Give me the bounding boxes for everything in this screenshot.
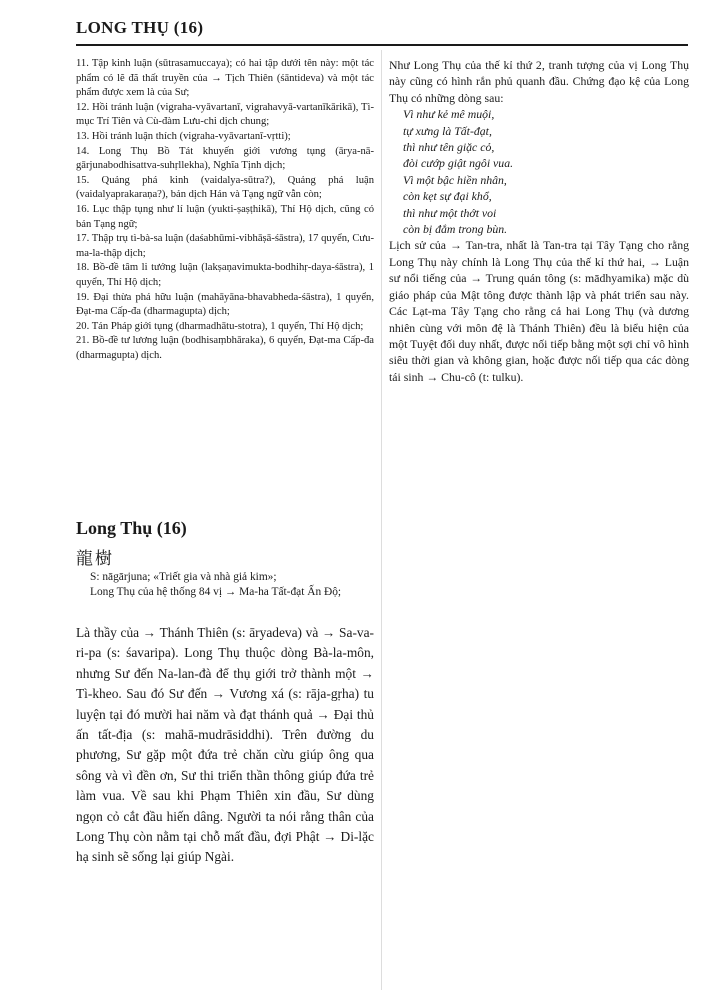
works-list xyxy=(76,57,374,363)
list-item: 14. Long Thụ Bồ Tát khuyến giới vương tụng (ārya-nā-gārjunabodhisattva-suhṛllekha), Nghĩa Tịnh dịch; xyxy=(76,145,374,172)
verse-line: Vì một bậc hiền nhân, xyxy=(403,172,507,187)
verse-line: thì như tên giặc cỏ, xyxy=(403,140,495,155)
entry-chinese-title: 龍樹 xyxy=(76,549,114,568)
list-item: 18. Bồ-đề tâm li tướng luận (lakṣaṇavimukta-bodhihṛ-daya-śāstra), 1 quyển, Thí Hộ dịch; xyxy=(76,262,374,288)
verse-line: tự xưng là Tất-đạt, xyxy=(403,123,492,138)
column-divider xyxy=(381,50,382,990)
page-header xyxy=(76,18,688,38)
list-item: 15. Quảng phá kinh (vaidalya-sūtra?), Quảng phá luận (vaidalyaprakaraṇa?), bản dịch Hán và Tạng ngữ vẫn còn; xyxy=(76,174,374,201)
entry-system-line: Long Thụ của hệ thống 84 vị → Ma-ha Tất-đạt Ấn Độ; xyxy=(90,586,342,598)
header-rule xyxy=(76,44,688,46)
list-item: 13. Hồi tránh luận thích (vigraha-vyāvartanī-vṛtti); xyxy=(76,130,291,142)
running-header-title: LONG THỤ (16) xyxy=(76,18,204,37)
entry-sanskrit-line: S: nāgārjuna; «Triết gia và nhà giả kim»; xyxy=(90,571,277,583)
right-outro-text: Lịch sử của → Tan-tra, nhất là Tan-tra tại Tây Tạng cho rằng Long Thụ này chính là Long Thụ của thế kỉ thứ hai, → Luận sư nổi tiếng của → Trung quán tông (s: mādhyamika) mặc dù giáo pháp của Mật tông được thành lập và phát triển sau này. Các Lạt-ma Tây Tạng cho rằng cả hai Long Thụ (và dương nhiên cùng với môn đệ là Thánh Thiên) đều là biểu hiện của một Tuyệt đối duy nhất, được nối tiếp bằng một sợi chỉ vô hình siêu thời gian và không gian, hoặc được nối tiếp qua các dòng tái sinh → Chu-cô (t: tulku). xyxy=(389,238,689,384)
list-item: 17. Thập trụ tì-bà-sa luận (daśabhūmi-vibhāṣā-śāstra), 17 quyển, Cưu-ma-la-thập dịch; xyxy=(76,233,374,259)
verse-line: Vì như kẻ mê muội, xyxy=(403,107,495,122)
verse-line: còn bị đắm trong bùn. xyxy=(403,222,508,237)
left-column xyxy=(76,57,374,363)
list-item: 20. Tán Pháp giới tụng (dharmadhātu-stotra), 1 quyển, Thí Hộ dịch; xyxy=(76,320,364,332)
right-column xyxy=(389,57,689,385)
list-item: 12. Hồi tránh luận (vigraha-vyāvartanī, vigrahavyā-vartanīkārikā), Tì-mục Trí Tiên và Cù-đàm Lưu-chi dịch chung; xyxy=(76,101,374,128)
right-intro-text: Như Long Thụ của thế kỉ thứ 2, tranh tượng của vị Long Thụ này cũng có hình rắn phủ quanh đầu. Chứng đạo kệ của Long Thụ có những dòng sau: xyxy=(389,58,689,105)
right-outro xyxy=(389,237,689,385)
list-item: 19. Đại thừa phá hữu luận (mahāyāna-bhavabheda-śāstra), 1 quyển, Đạt-ma Cấp-đa (dharmagupta) dịch; xyxy=(76,291,374,318)
verse-line: còn kẹt sự đại khổ, xyxy=(403,189,492,204)
list-item: 16. Lục thập tụng như lí luận (yukti-ṣaṣṭhikā), Thí Hộ dịch, cũng có bản Tạng ngữ; xyxy=(76,203,374,230)
list-item: 21. Bồ-đề tư lương luận (bodhisaṃbhāraka), 6 quyển, Đạt-ma Cấp-đa (dharmagupta) dịch. xyxy=(76,335,374,361)
verse-block xyxy=(403,106,689,237)
verse-line: thì như một thớt voi xyxy=(403,205,497,220)
right-intro xyxy=(389,57,689,106)
entry-body xyxy=(76,623,374,868)
verse-line: đòi cướp giật ngôi vua. xyxy=(403,156,514,171)
list-item: 11. Tập kinh luận (sūtrasamuccaya); có hai tập dưới tên này: một tác phẩm có lẽ đã thất truyền của → Tịch Thiên (śāntideva) và một tác phẩm được xem là của Sư; xyxy=(76,58,374,99)
entry-meta xyxy=(90,570,374,600)
entry-body-text: Là thầy của → Thánh Thiên (s: āryadeva) và → Sa-va-ri-pa (s: śavaripa). Long Thụ thuộc dòng Bà-la-môn, nhưng Sư đến Na-lan-đà để thụ giới trở thành một → Tì-kheo. Sau đó Sư đến → Vương xá (s: rāja-gṛha) tu luyện tại đó mười hai năm và đạt thánh quả → Đại thủ ấn tất-địa (s: mahā-mudrāsiddhi). Trên đường du phương, Sư gặp một đứa trẻ chăn cừu giúp ông qua sông và vì đền ơn, Sư thi triển thần thông giúp đứa trẻ làm vua. Về sau khi Phạm Thiên xin đầu, Sư dùng ngọn cỏ cắt đầu hiến dâng. Người ta nói rằng thân của Long Thụ còn nằm tại chỗ mất đầu, đợi Phật → Di-lặc hạ sinh sẽ sống lại giúp Ngài. xyxy=(76,625,374,865)
entry-title: Long Thụ (16) xyxy=(76,518,187,538)
